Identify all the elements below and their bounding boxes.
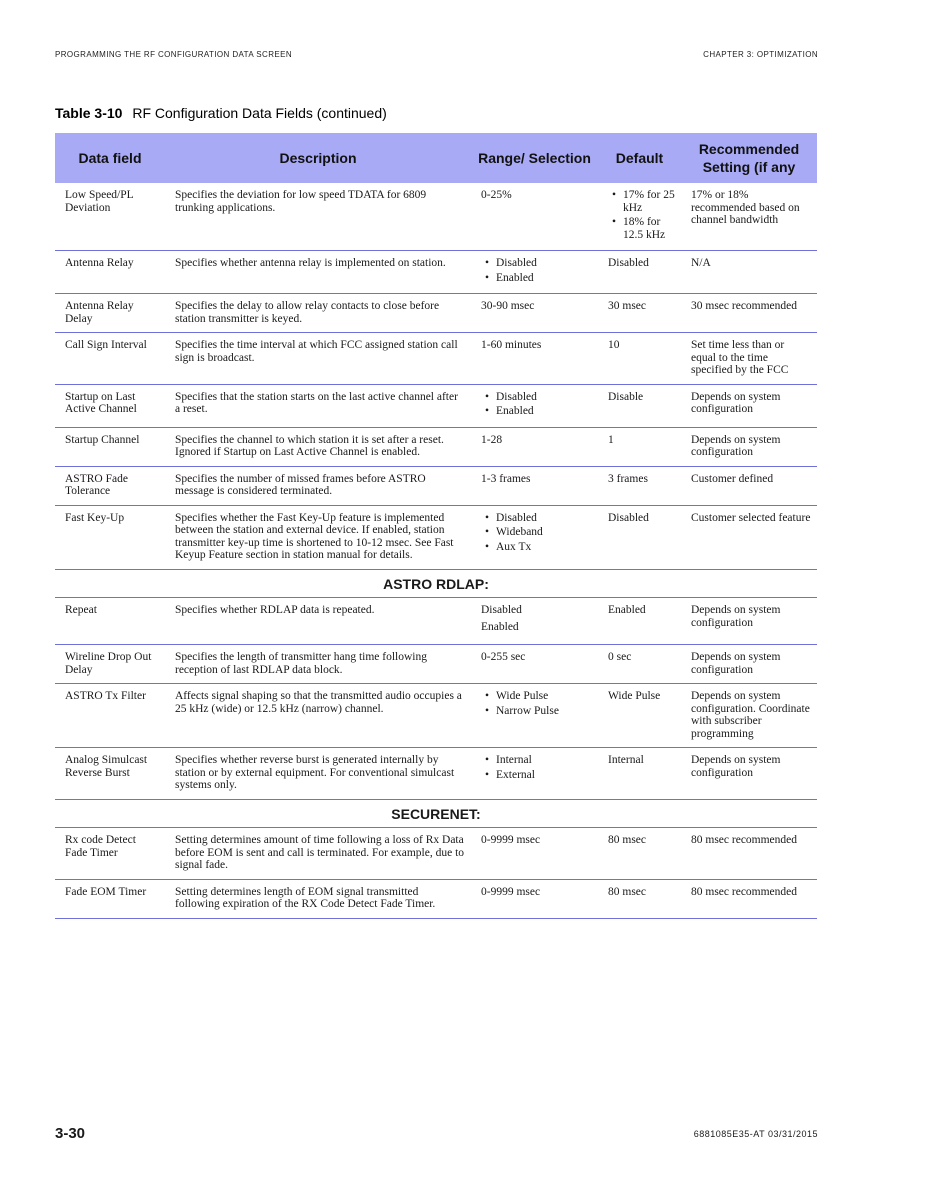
- cell-line: 0-9999 msec: [481, 834, 541, 846]
- cell-description: Specifies whether antenna relay is implemented on station.: [165, 251, 471, 294]
- table-row: [55, 505, 817, 569]
- cell-default: [598, 684, 681, 748]
- section-heading: ASTRO RDLAP:: [55, 569, 817, 598]
- cell-line: Enabled: [608, 604, 646, 616]
- running-header-right: CHAPTER 3: OPTIMIZATION: [703, 50, 818, 59]
- cell-line: Disabled: [481, 604, 522, 616]
- table-title-text: RF Configuration Data Fields (continued): [132, 105, 387, 121]
- cell-description: Specifies the deviation for low speed TDATA for 6809 trunking applications.: [165, 183, 471, 251]
- cell-line: 1: [608, 433, 614, 446]
- cell-recommended: Depends on system configuration: [681, 748, 817, 800]
- cell-line: 80 msec: [608, 885, 647, 898]
- cell-range: [471, 645, 598, 684]
- cell-range: [471, 294, 598, 333]
- cell-line: Disabled: [608, 511, 649, 524]
- cell-recommended: Customer defined: [681, 466, 817, 505]
- bullet-item: • Disabled: [481, 391, 592, 404]
- cell-data-field: ASTRO Tx Filter: [55, 684, 165, 748]
- cell-data-field: Startup on Last Active Channel: [55, 384, 165, 427]
- cell-recommended: Set time less than or equal to the time specified by the FCC: [681, 333, 817, 385]
- cell-description: Setting determines length of EOM signal transmitted following expiration of the RX Code Detect Fade Timer.: [165, 879, 471, 918]
- cell-line: 30 msec: [608, 300, 647, 312]
- bullet-list: [608, 189, 675, 241]
- table-caption: [55, 105, 387, 121]
- cell-line: 0-9999 msec: [481, 885, 541, 898]
- section-securenet: [55, 799, 817, 828]
- cell-line: 0-255 sec: [481, 651, 526, 663]
- cell-data-field: Fast Key-Up: [55, 505, 165, 569]
- table-header-row: [55, 133, 817, 183]
- cell-line: 30-90 msec: [481, 300, 535, 312]
- table-row: [55, 384, 817, 427]
- table-row: [55, 684, 817, 748]
- cell-line: 1-28: [481, 433, 503, 446]
- section-heading: SECURENET:: [55, 799, 817, 828]
- table-row: [55, 427, 817, 466]
- cell-line: Wide Pulse: [608, 690, 661, 702]
- cell-recommended: 80 msec recommended: [681, 879, 817, 918]
- cell-description: Affects signal shaping so that the transmitted audio occupies a 25 kHz (wide) or 12.5 kHz (narrow) channel.: [165, 684, 471, 748]
- cell-data-field: Fade EOM Timer: [55, 879, 165, 918]
- bullet-item: • Wideband: [481, 526, 592, 539]
- cell-line: 1-60 minutes: [481, 339, 542, 351]
- rf-config-table: [55, 133, 817, 919]
- cell-default: [598, 466, 681, 505]
- cell-default: [598, 294, 681, 333]
- section-astro-rdlap: [55, 569, 817, 598]
- cell-range: [471, 598, 598, 645]
- cell-recommended: Customer selected feature: [681, 505, 817, 569]
- bullet-item: • Aux Tx: [481, 541, 592, 554]
- bullet-list: [481, 754, 592, 781]
- cell-data-field: Analog Simulcast Reverse Burst: [55, 748, 165, 800]
- cell-description: Specifies the channel to which station it is set after a reset. Ignored if Startup on Last Active Channel is enabled.: [165, 427, 471, 466]
- cell-default: [598, 251, 681, 294]
- cell-recommended: Depends on system configuration: [681, 384, 817, 427]
- cell-range: [471, 828, 598, 880]
- cell-description: Setting determines amount of time following a loss of Rx Data before EOM is sent and call is terminated. For example, due to signal fade.: [165, 828, 471, 880]
- cell-description: Specifies that the station starts on the last active channel after a reset.: [165, 384, 471, 427]
- bullet-list: [481, 391, 592, 418]
- page-number: 3-30: [55, 1125, 86, 1142]
- cell-line: Disabled: [608, 257, 649, 269]
- cell-recommended: 80 msec recommended: [681, 828, 817, 880]
- cell-data-field: Rx code Detect Fade Timer: [55, 828, 165, 880]
- cell-recommended: Depends on system configuration: [681, 645, 817, 684]
- bullet-item: • 18% for 12.5 kHz: [608, 216, 675, 241]
- cell-default: [598, 879, 681, 918]
- cell-line: Disable: [608, 390, 644, 403]
- col-header-data-field: Data field: [55, 133, 165, 183]
- cell-range: [471, 748, 598, 800]
- col-header-recommended: Recommended Setting (if any: [681, 133, 817, 183]
- cell-range: [471, 384, 598, 427]
- cell-range: [471, 251, 598, 294]
- cell-data-field: Low Speed/PL Deviation: [55, 183, 165, 251]
- col-header-range: Range/ Selection: [471, 133, 598, 183]
- cell-range: [471, 333, 598, 385]
- bullet-list: [481, 690, 592, 717]
- table-body: [55, 183, 817, 918]
- cell-description: Specifies the delay to allow relay contacts to close before station transmitter is keyed.: [165, 294, 471, 333]
- bullet-item: • Enabled: [481, 405, 592, 418]
- bullet-item: • Internal: [481, 754, 592, 767]
- doc-id-date: 6881085E35-AT 03/31/2015: [693, 1129, 818, 1139]
- cell-data-field: Repeat: [55, 598, 165, 645]
- bullet-item: • Enabled: [481, 272, 592, 285]
- bullet-item: • 17% for 25 kHz: [608, 189, 675, 214]
- cell-default: [598, 748, 681, 800]
- cell-line: 10: [608, 339, 620, 351]
- cell-description: Specifies the time interval at which FCC assigned station call sign is broadcast.: [165, 333, 471, 385]
- cell-data-field: Startup Channel: [55, 427, 165, 466]
- table-row: [55, 466, 817, 505]
- cell-default: [598, 505, 681, 569]
- cell-description: Specifies the number of missed frames before ASTRO message is considered terminated.: [165, 466, 471, 505]
- table-row: [55, 828, 817, 880]
- table-row: [55, 598, 817, 645]
- bullet-item: • Narrow Pulse: [481, 705, 592, 718]
- cell-description: Specifies the length of transmitter hang time following reception of last RDLAP data block.: [165, 645, 471, 684]
- cell-data-field: Antenna Relay Delay: [55, 294, 165, 333]
- table-row: [55, 183, 817, 251]
- running-header-left: PROGRAMMING THE RF CONFIGURATION DATA SCREEN: [55, 50, 293, 59]
- table-row: [55, 879, 817, 918]
- cell-recommended: 17% or 18% recommended based on channel bandwidth: [681, 183, 817, 251]
- cell-range: [471, 183, 598, 251]
- cell-recommended: 30 msec recommended: [681, 294, 817, 333]
- cell-line: 0-25%: [481, 189, 512, 201]
- cell-description: Specifies whether RDLAP data is repeated.: [165, 598, 471, 645]
- cell-description: Specifies whether reverse burst is generated internally by station or by external equipment. For conventional simulcast systems only.: [165, 748, 471, 800]
- cell-range: [471, 466, 598, 505]
- cell-data-field: Wireline Drop Out Delay: [55, 645, 165, 684]
- cell-default: [598, 333, 681, 385]
- table-row: [55, 333, 817, 385]
- cell-line: 3 frames: [608, 472, 648, 485]
- cell-line: Enabled: [481, 620, 519, 633]
- cell-default: [598, 384, 681, 427]
- table-row: [55, 251, 817, 294]
- cell-default: [598, 427, 681, 466]
- cell-data-field: Call Sign Interval: [55, 333, 165, 385]
- cell-data-field: ASTRO Fade Tolerance: [55, 466, 165, 505]
- cell-line: 0 sec: [608, 651, 632, 663]
- table-row: [55, 645, 817, 684]
- cell-range: [471, 684, 598, 748]
- cell-line: 1-3 frames: [481, 472, 531, 485]
- table-row: [55, 294, 817, 333]
- cell-range: [471, 879, 598, 918]
- col-header-description: Description: [165, 133, 471, 183]
- bullet-item: • Disabled: [481, 257, 592, 270]
- bullet-list: [481, 257, 592, 284]
- cell-default: [598, 183, 681, 251]
- cell-default: [598, 598, 681, 645]
- bullet-item: • Wide Pulse: [481, 690, 592, 703]
- cell-recommended: N/A: [681, 251, 817, 294]
- cell-description: Specifies whether the Fast Key-Up feature is implemented between the station and external device. If enabled, station transmitter key-up time is shortened to 10-12 msec. See Fast Keyup Feature section in station manual for details.: [165, 505, 471, 569]
- cell-range: [471, 505, 598, 569]
- cell-default: [598, 828, 681, 880]
- cell-default: [598, 645, 681, 684]
- cell-recommended: Depends on system configuration: [681, 598, 817, 645]
- bullet-list: [481, 512, 592, 554]
- table-row: [55, 748, 817, 800]
- bullet-item: • External: [481, 769, 592, 782]
- cell-recommended: Depends on system configuration. Coordinate with subscriber programming: [681, 684, 817, 748]
- cell-range: [471, 427, 598, 466]
- bullet-item: • Disabled: [481, 512, 592, 525]
- table-number: Table 3-10: [55, 105, 123, 121]
- cell-data-field: Antenna Relay: [55, 251, 165, 294]
- cell-line: 80 msec: [608, 834, 647, 846]
- col-header-default: Default: [598, 133, 681, 183]
- cell-line: Internal: [608, 754, 644, 766]
- cell-recommended: Depends on system configuration: [681, 427, 817, 466]
